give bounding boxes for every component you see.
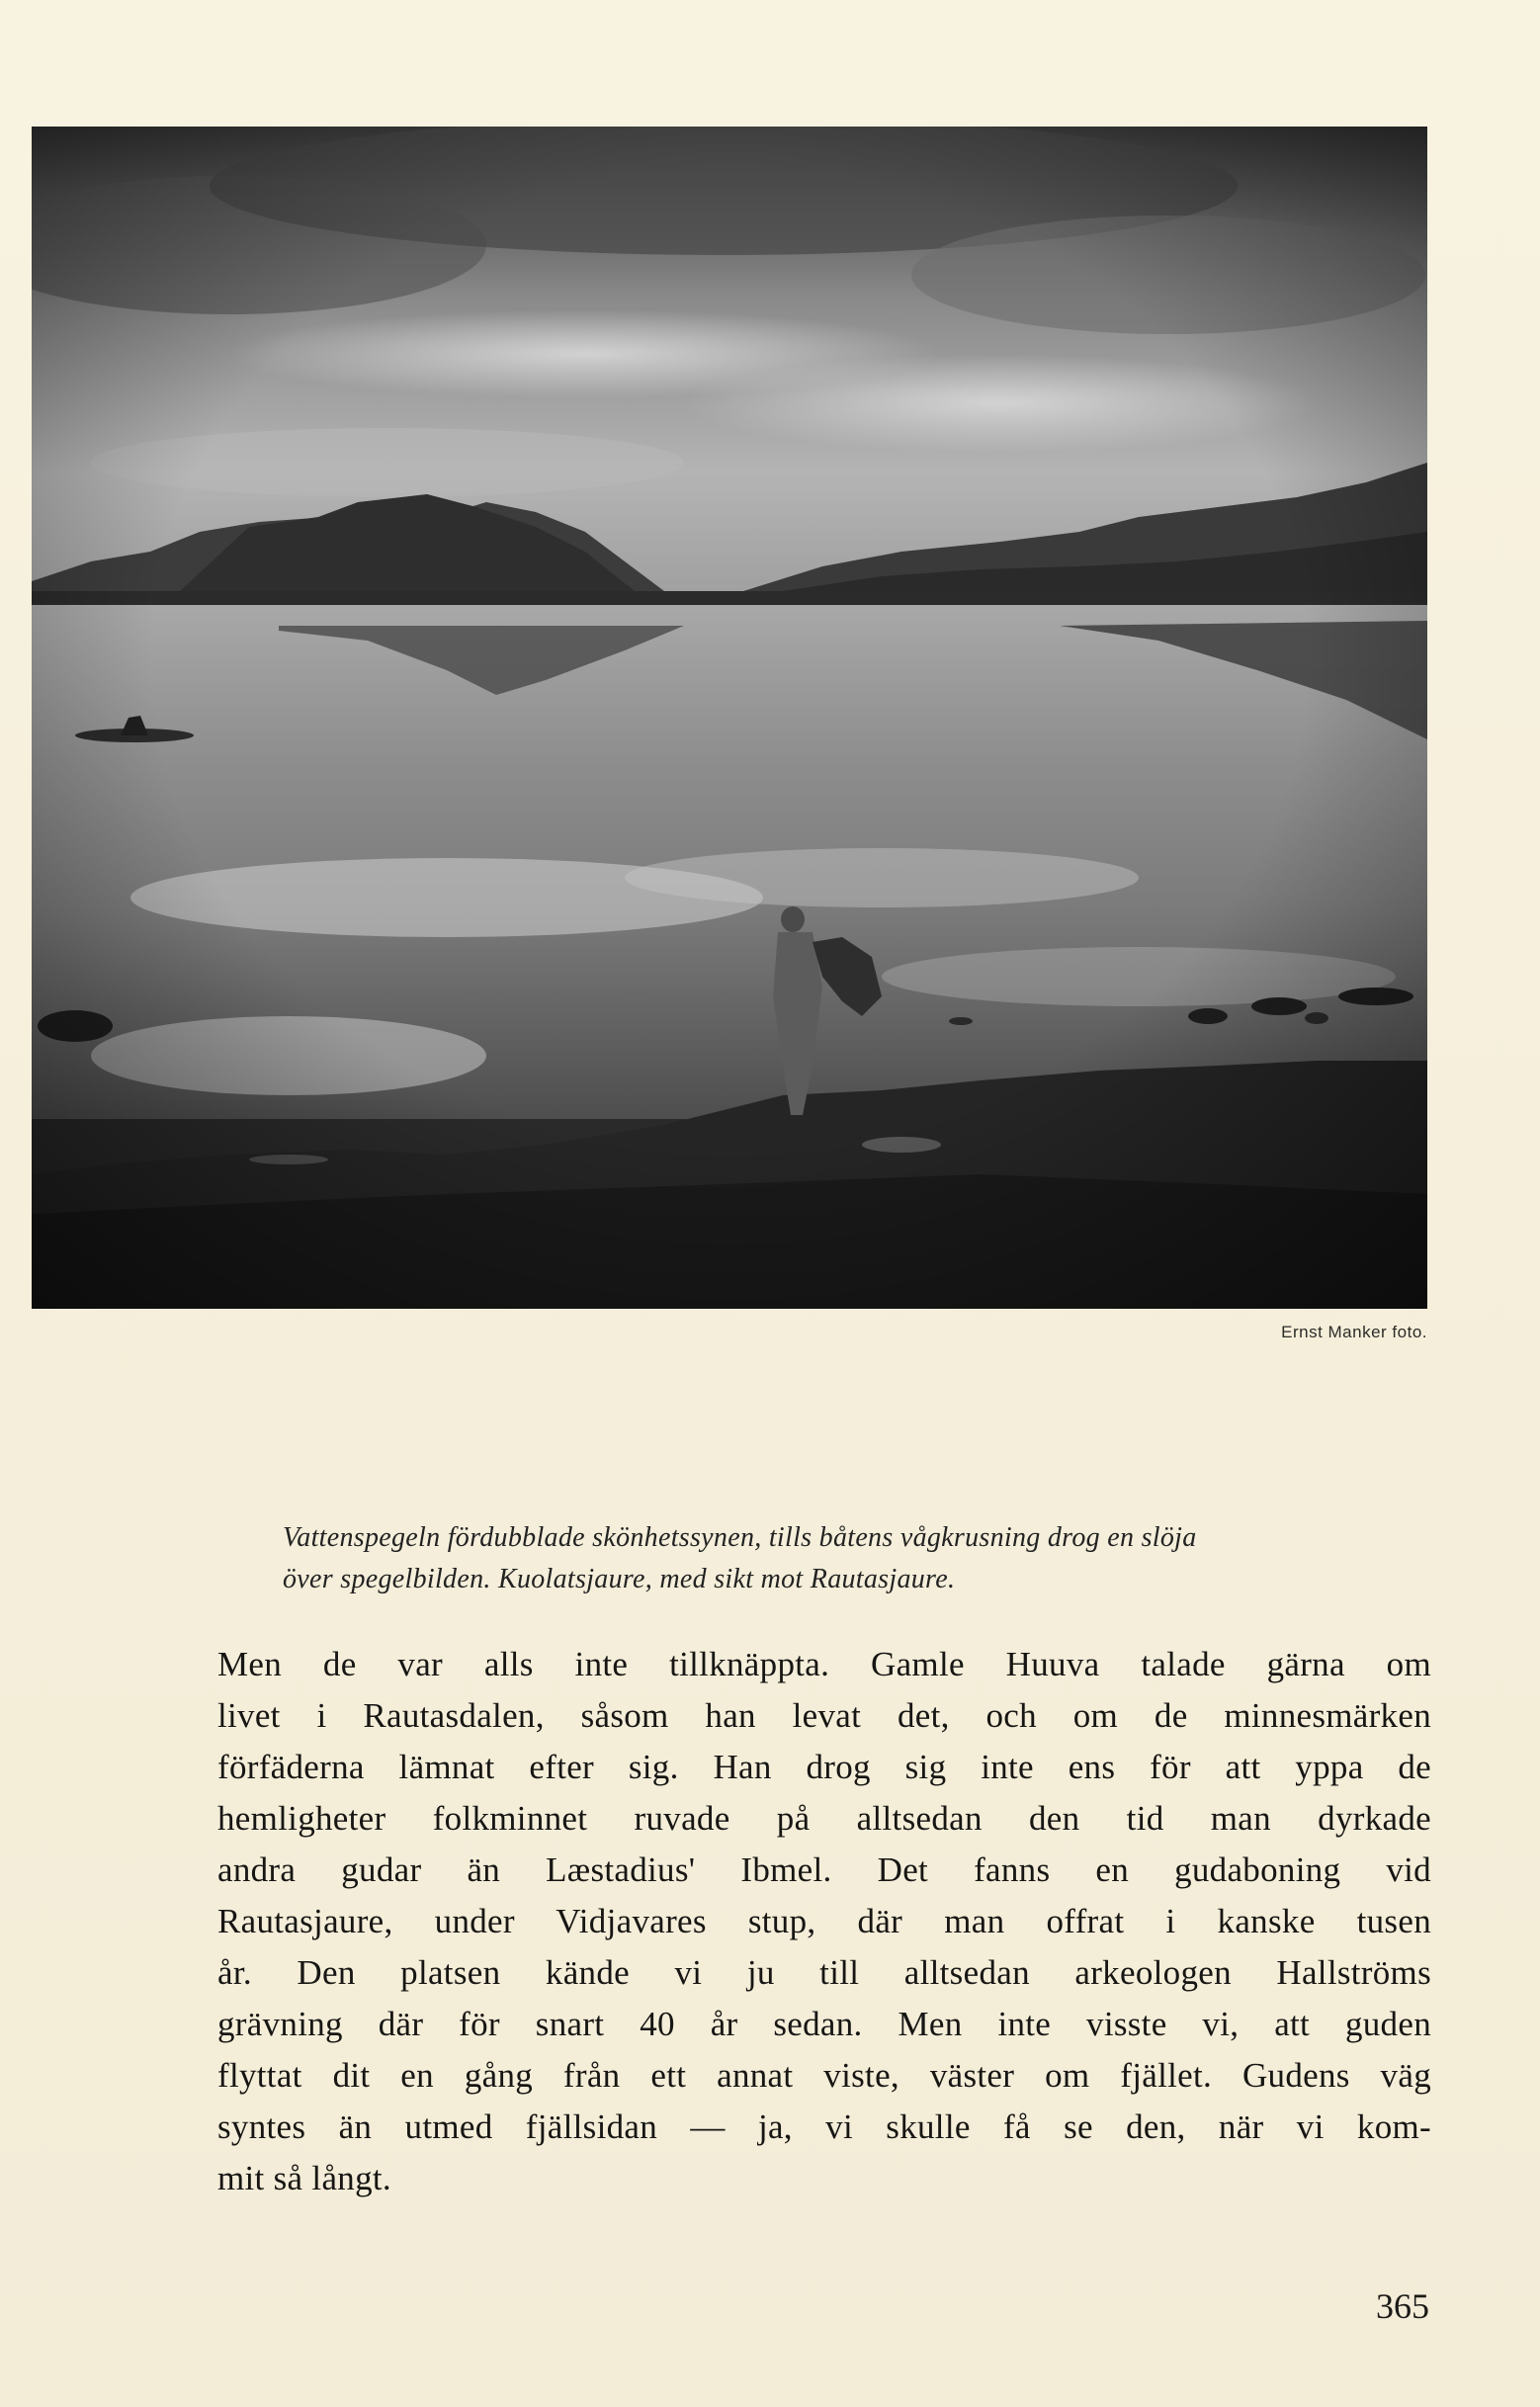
body-line: Rautasjaure, under Vidjavares stup, där man offrat i kanske tusen: [217, 1902, 1431, 1940]
lake-mountain-photo-illustration: [32, 127, 1427, 1309]
body-line: år. Den platsen kände vi ju till alltsedan arkeologen Hallströms: [217, 1953, 1431, 1992]
body-line: syntes än utmed fjällsidan — ja, vi skulle få se den, när vi kom-: [217, 2107, 1431, 2146]
body-line: livet i Rautasdalen, såsom han levat det, och om de minnesmärken: [217, 1696, 1431, 1735]
body-line: grävning där för snart 40 år sedan. Men inte visste vi, att guden: [217, 2005, 1431, 2043]
caption-line: över spegelbilden. Kuolatsjaure, med sikt mot Rautasjaure.: [283, 1564, 956, 1594]
body-line: Men de var alls inte tillknäppta. Gamle Huuva talade gärna om: [217, 1645, 1431, 1683]
caption-line: Vattenspegeln fördubblade skönhetssynen, tills båtens vågkrusning drog en slöja: [283, 1522, 1197, 1553]
body-line: hemligheter folkminnet ruvade på alltsedan den tid man dyrkade: [217, 1799, 1431, 1838]
body-line: flyttat dit en gång från ett annat viste, väster om fjället. Gudens väg: [217, 2056, 1431, 2095]
photo-credit: Ernst Manker foto.: [1281, 1323, 1427, 1341]
body-paragraph: [217, 1639, 1433, 2204]
body-line: förfäderna lämnat efter sig. Han drog sig inte ens för att yppa de: [217, 1748, 1431, 1786]
photo-caption: [283, 1517, 1449, 1600]
body-line: andra gudar än Læstadius' Ibmel. Det fanns en gudaboning vid: [217, 1850, 1431, 1889]
body-line: mit så långt.: [217, 2159, 391, 2197]
landscape-photo: [32, 127, 1427, 1309]
page-number: 365: [1376, 2286, 1429, 2326]
